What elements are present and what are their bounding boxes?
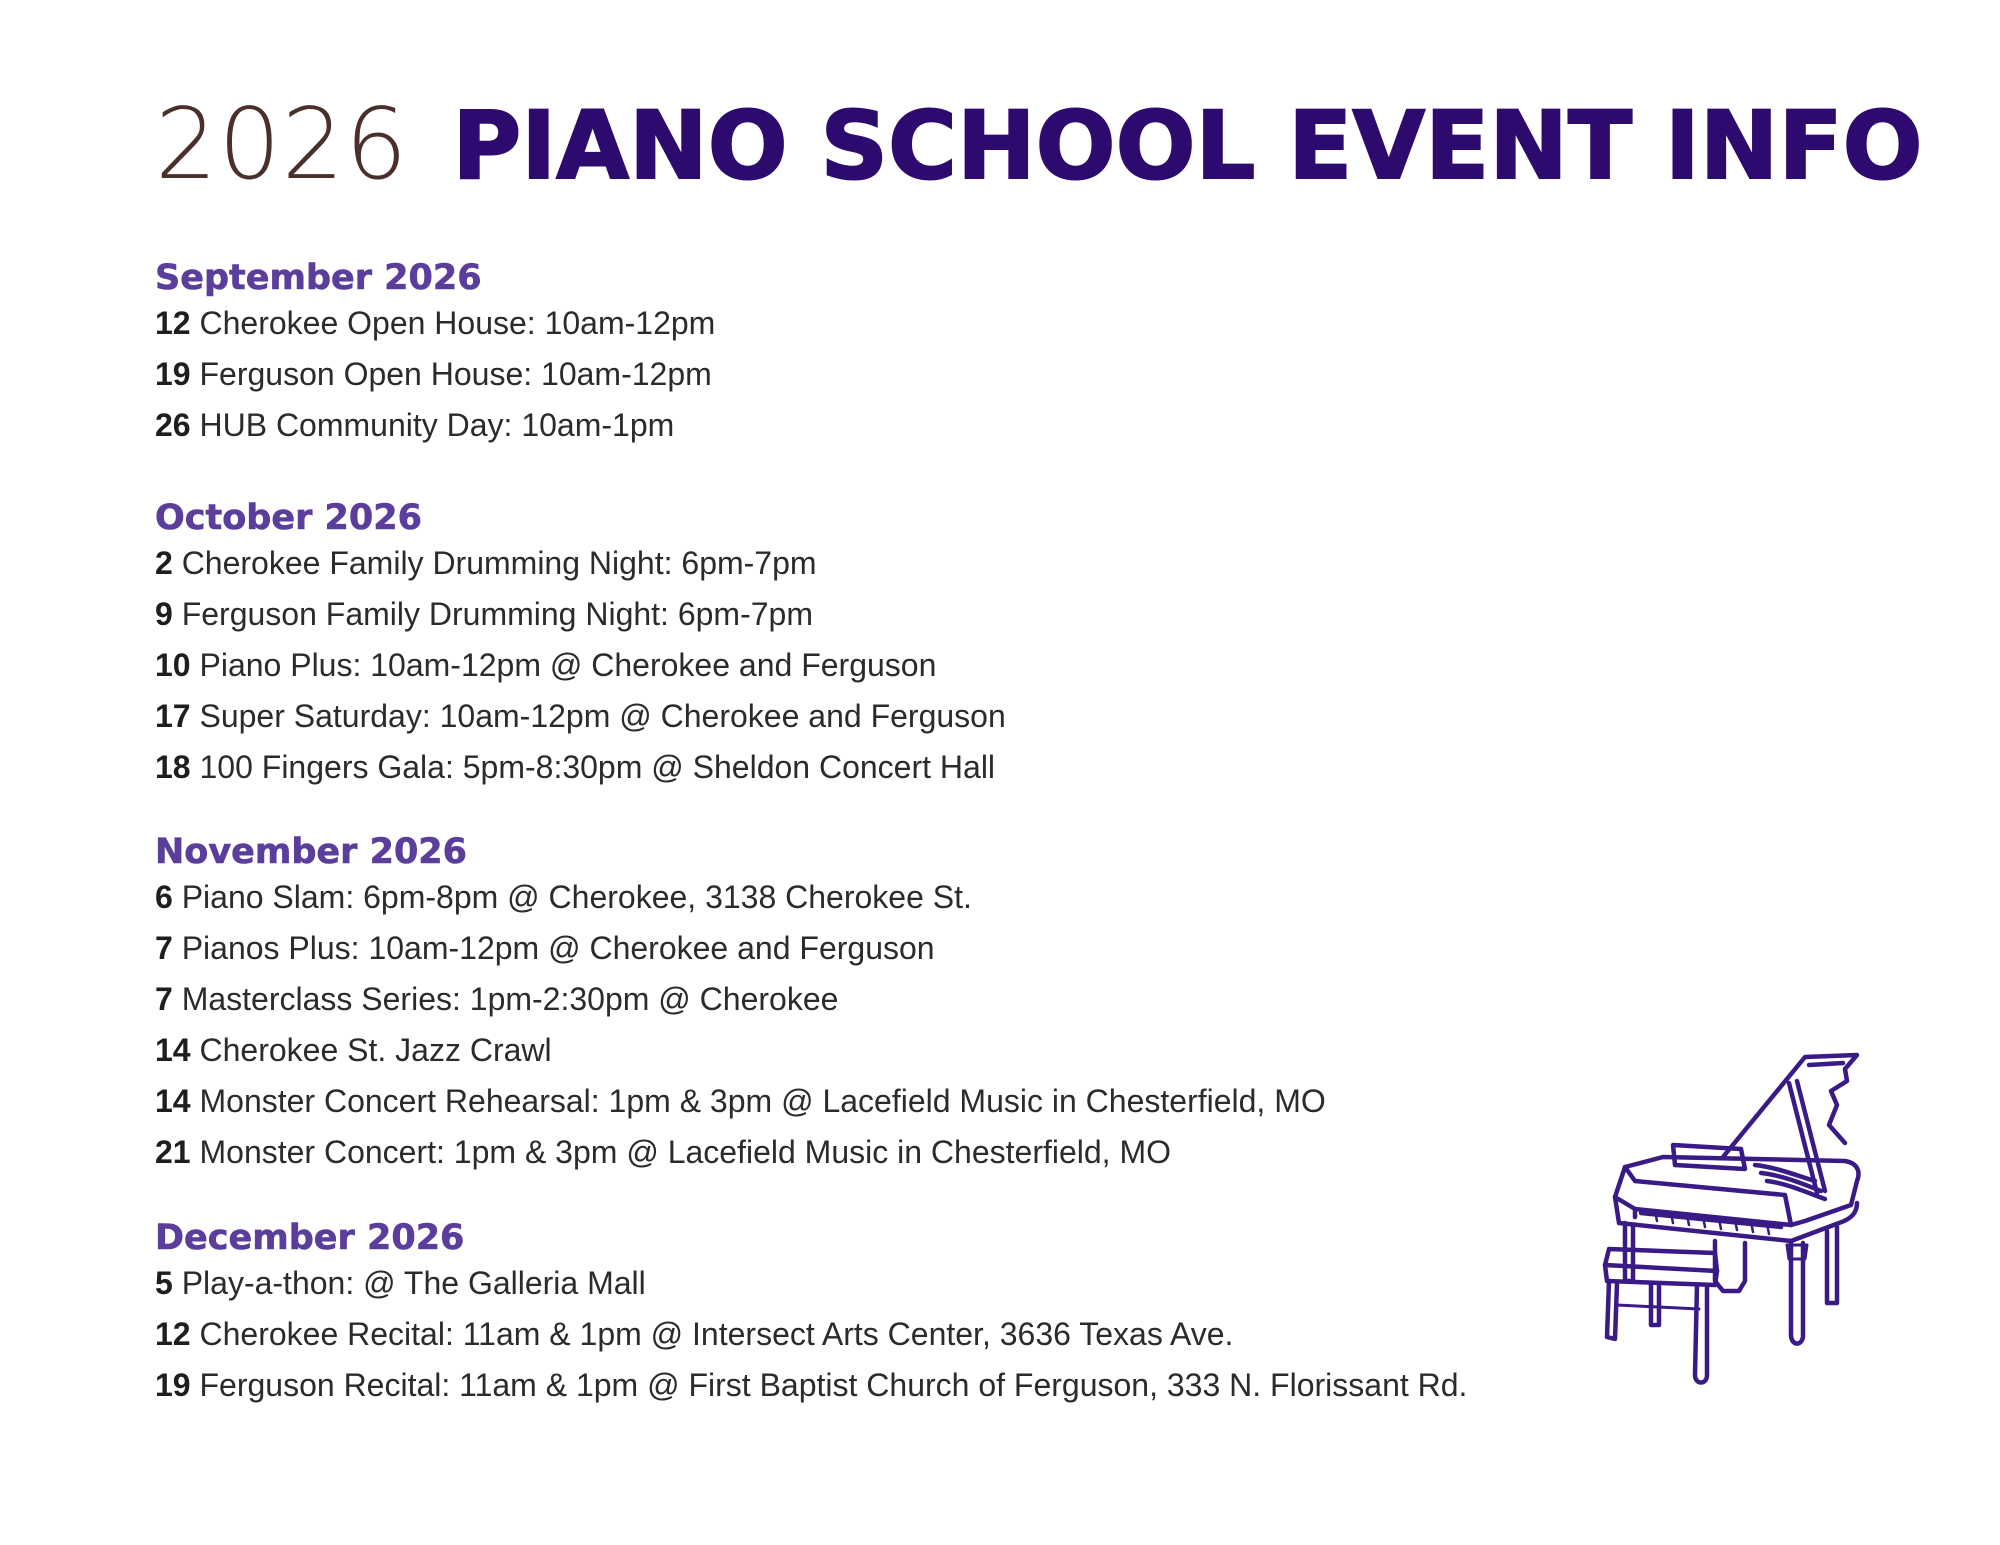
event-text: Ferguson Recital: 11am & 1pm @ First Baptist Church of Ferguson, 333 N. Florissant Rd. bbox=[199, 1367, 1468, 1403]
event-day: 7 bbox=[155, 930, 173, 966]
event-text: Piano Plus: 10am-12pm @ Cherokee and Ferguson bbox=[199, 647, 937, 683]
event-item bbox=[155, 589, 1006, 640]
event-day: 17 bbox=[155, 698, 191, 734]
event-item bbox=[155, 1025, 1326, 1076]
page-title: PIANO SCHOOL EVENT INFO bbox=[452, 92, 1923, 201]
event-day: 21 bbox=[155, 1134, 191, 1170]
event-text: 100 Fingers Gala: 5pm-8:30pm @ Sheldon Concert Hall bbox=[199, 749, 996, 785]
event-day: 10 bbox=[155, 647, 191, 683]
header-year: 2026 bbox=[155, 88, 409, 202]
event-item bbox=[155, 691, 1006, 742]
event-item bbox=[155, 400, 715, 451]
event-day: 5 bbox=[155, 1265, 173, 1301]
event-text: Cherokee Recital: 11am & 1pm @ Intersect Arts Center, 3636 Texas Ave. bbox=[199, 1316, 1234, 1352]
event-item bbox=[155, 923, 1326, 974]
event-text: Ferguson Open House: 10am-12pm bbox=[199, 356, 712, 392]
event-text: Cherokee St. Jazz Crawl bbox=[199, 1032, 552, 1068]
month-section-november bbox=[155, 832, 1326, 1178]
grand-piano-icon bbox=[1595, 1045, 1875, 1400]
event-day: 2 bbox=[155, 545, 173, 581]
month-heading: September 2026 bbox=[155, 258, 482, 298]
event-text: Ferguson Family Drumming Night: 6pm-7pm bbox=[181, 596, 813, 632]
event-day: 7 bbox=[155, 981, 173, 1017]
event-day: 18 bbox=[155, 749, 191, 785]
event-text: Cherokee Open House: 10am-12pm bbox=[199, 305, 716, 341]
event-day: 14 bbox=[155, 1083, 191, 1119]
month-section-december bbox=[155, 1218, 1467, 1411]
event-text: Monster Concert: 1pm & 3pm @ Lacefield Music in Chesterfield, MO bbox=[199, 1134, 1171, 1170]
month-heading: November 2026 bbox=[155, 832, 468, 872]
month-heading: October 2026 bbox=[155, 498, 422, 538]
event-text: Super Saturday: 10am-12pm @ Cherokee and Ferguson bbox=[199, 698, 1006, 734]
event-item bbox=[155, 538, 1006, 589]
event-text: Cherokee Family Drumming Night: 6pm-7pm bbox=[181, 545, 817, 581]
event-day: 6 bbox=[155, 879, 173, 915]
page-header bbox=[155, 88, 1923, 208]
event-day: 19 bbox=[155, 1367, 191, 1403]
event-item bbox=[155, 1076, 1326, 1127]
event-day: 12 bbox=[155, 1316, 191, 1352]
month-heading: December 2026 bbox=[155, 1218, 465, 1258]
event-day: 19 bbox=[155, 356, 191, 392]
event-text: Monster Concert Rehearsal: 1pm & 3pm @ Lacefield Music in Chesterfield, MO bbox=[199, 1083, 1326, 1119]
event-day: 14 bbox=[155, 1032, 191, 1068]
event-day: 9 bbox=[155, 596, 173, 632]
event-item bbox=[155, 349, 715, 400]
event-item bbox=[155, 1258, 1467, 1309]
event-item bbox=[155, 974, 1326, 1025]
event-item bbox=[155, 1127, 1326, 1178]
event-item bbox=[155, 1309, 1467, 1360]
month-section-september bbox=[155, 258, 715, 451]
event-item bbox=[155, 872, 1326, 923]
event-text: HUB Community Day: 10am-1pm bbox=[199, 407, 675, 443]
event-text: Piano Slam: 6pm-8pm @ Cherokee, 3138 Cherokee St. bbox=[181, 879, 972, 915]
event-item bbox=[155, 298, 715, 349]
event-day: 26 bbox=[155, 407, 191, 443]
event-item bbox=[155, 640, 1006, 691]
event-day: 12 bbox=[155, 305, 191, 341]
event-text: Masterclass Series: 1pm-2:30pm @ Cherokee bbox=[181, 981, 839, 1017]
event-text: Play-a-thon: @ The Galleria Mall bbox=[181, 1265, 646, 1301]
event-item bbox=[155, 1360, 1467, 1411]
event-item bbox=[155, 742, 1006, 793]
month-section-october bbox=[155, 498, 1006, 793]
event-text: Pianos Plus: 10am-12pm @ Cherokee and Ferguson bbox=[181, 930, 935, 966]
